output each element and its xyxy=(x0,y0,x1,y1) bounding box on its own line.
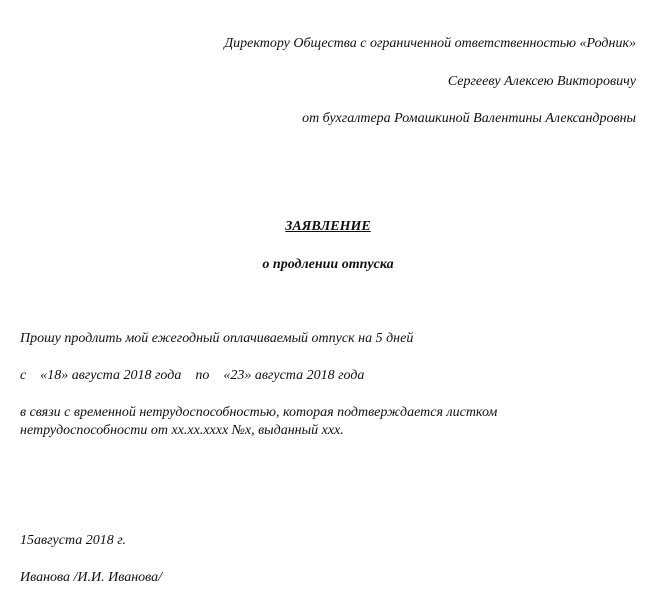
reason-text-line2: нетрудоспособности от хх.хх.хххх №х, выданный ххх. xyxy=(20,423,344,438)
signature: Иванова /И.И. Иванова/ xyxy=(20,570,163,585)
addressee-name: Сергееву Алексею Викторовичу xyxy=(447,74,636,89)
document-title: ЗАЯВЛЕНИЕ xyxy=(285,219,371,234)
addressee-from: от бухгалтера Ромашкиной Валентины Александровны xyxy=(302,111,636,126)
document-subtitle: о продлении отпуска xyxy=(262,257,394,272)
request-text: Прошу продлить мой ежегодный оплачиваемый отпуск на 5 дней xyxy=(20,331,414,346)
addressee-director: Директору Общества с ограниченной ответственностью «Родник» xyxy=(224,36,636,51)
application-date: 15августа 2018 г. xyxy=(20,533,127,548)
period-text: с «18» августа 2018 года по «23» августа 2018 года xyxy=(20,368,365,383)
reason-text-line1: в связи с временной нетрудоспособностью, которая подтверждается листком xyxy=(20,405,498,420)
